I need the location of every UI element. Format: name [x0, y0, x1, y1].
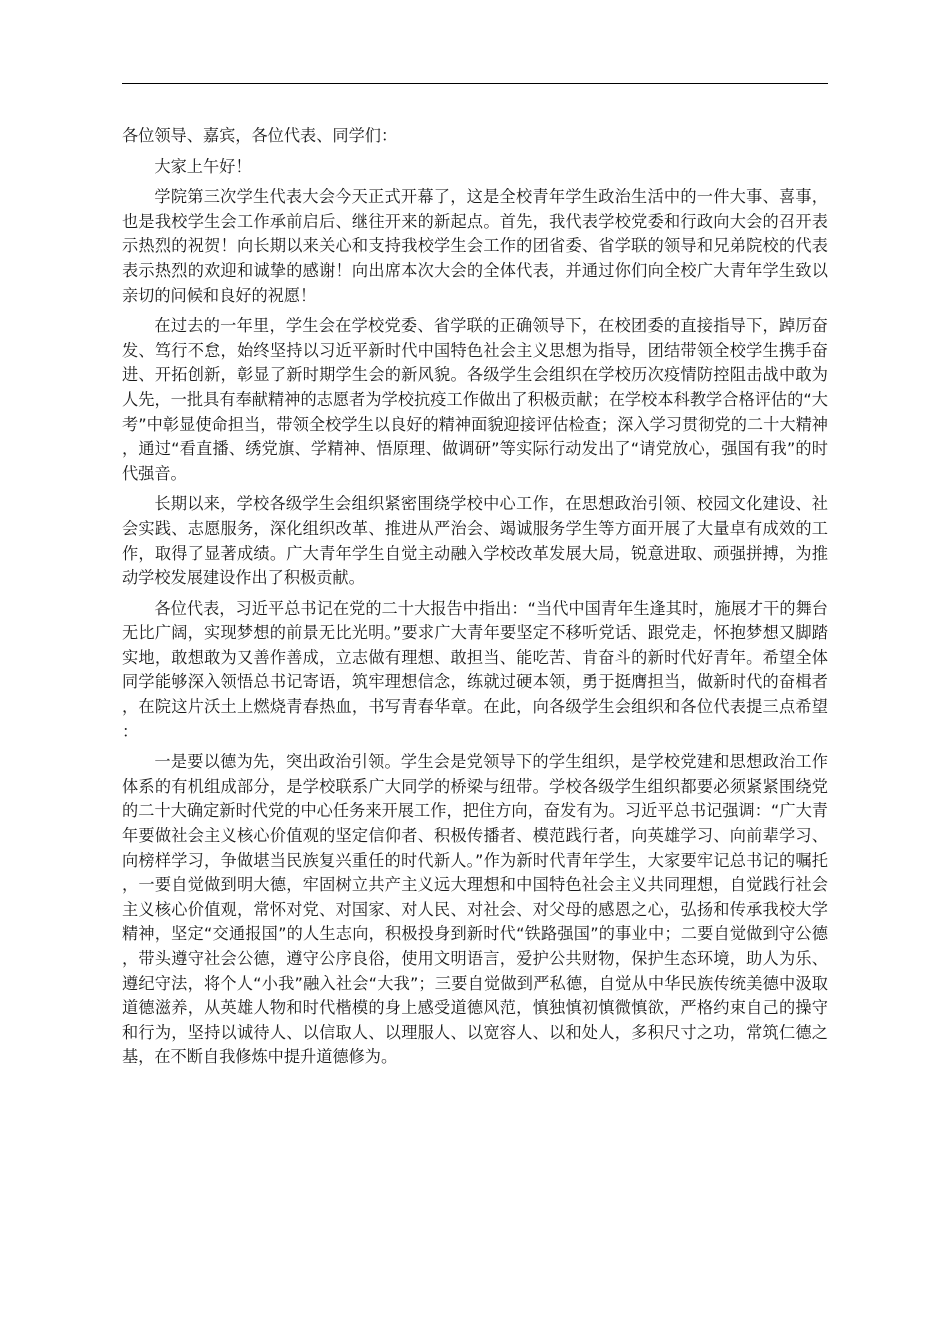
review-paragraph: 在过去的一年里，学生会在学校党委、省学联的正确领导下，在校团委的直接指导下，踔厉奋发、笃行不怠，始终坚持以习近平新时代中国特色社会主义思想为指导，团结带领全校学生携手奋进、开拓创新，彰显了新时期学生会的新风貌。各级学生会组织在学校历次疫情防控阻击战中敢为人先，一批具有奉献精神的志愿者为学校抗疫工作做出了积极贡献；在学校本科教学合格评估的“大考”中彰显使命担当，带领全校学生以良好的精神面貌迎接评估检查；深入学习贯彻党的二十大精神，通过“看直播、绣党旗、学精神、悟原理、做调研”等实际行动发出了“请党放心，强国有我”的时代强音。 [122, 316, 828, 483]
header-rule [122, 83, 828, 84]
document-body [122, 124, 828, 1076]
opening-paragraph: 学院第三次学生代表大会今天正式开幕了，这是全校青年学生政治生活中的一件大事、喜事，也是我校学生会工作承前启后、继往开来的新起点。首先，我代表学校党委和行政向大会的召开表示热烈的祝贺！向长期以来关心和支持我校学生会工作的团省委、省学联的领导和兄弟院校的代表表示热烈的欢迎和诚挚的感谢！向出席本次大会的全体代表，并通过你们向全校广大青年学生致以亲切的问候和良好的祝愿！ [122, 187, 828, 305]
salutation: 各位领导、嘉宾，各位代表、同学们： [122, 126, 398, 145]
greeting-paragraph: 大家上午好！ [154, 156, 252, 176]
first-hope-paragraph: 一是要以德为先，突出政治引领。学生会是党领导下的学生组织，是学校党建和思想政治工作体系的有机组成部分，是学校联系广大同学的桥梁与纽带。学校各级学生组织都要必须紧紧围绕党的二十大确定新时代党的中心任务来开展工作，把住方向，奋发有为。习近平总书记强调：“广大青年要做社会主义核心价值观的坚定信仰者、积极传播者、模范践行者，向英雄学习、向前辈学习、向榜样学习，争做堪当民族复兴重任的时代新人。”作为新时代青年学生，大家要牢记总书记的嘱托，一要自觉做到明大德，牢固树立共产主义远大理想和中国特色社会主义共同理想，自觉践行社会主义核心价值观，常怀对党、对国家、对人民、对社会、对父母的感恩之心，弘扬和传承我校大学精神，坚定“交通报国”的人生志向，积极投身到新时代“铁路强国”的事业中；二要自觉做到守公德，带头遵守社会公德，遵守公序良俗，使用文明语言，爱护公共财物，保护生态环境，助人为乐、遵纪守法，将个人“小我”融入社会“大我”；三要自觉做到严私德，自觉从中华民族传统美德中汲取道德滋养，从英雄人物和时代楷模的身上感受道德风范，慎独慎初慎微慎欲，严格约束自己的操守和行为，坚持以诚待人、以信取人、以理服人、以宽容人、以和处人，多积尺寸之功，常筑仁德之基，在不断自我修炼中提升道德修为。 [122, 752, 828, 1067]
achievements-paragraph: 长期以来，学校各级学生会组织紧密围绕学校中心工作，在思想政治引领、校园文化建设、社会实践、志愿服务，深化组织改革、推进从严治会、竭诚服务学生等方面开展了大量卓有成效的工作，取得了显著成绩。广大青年学生自觉主动融入学校改革发展大局，锐意进取、顽强拼搏，为推动学校发展建设作出了积极贡献。 [122, 494, 828, 588]
expectations-paragraph: 各位代表，习近平总书记在党的二十大报告中指出：“当代中国青年生逢其时，施展才干的舞台无比广阔，实现梦想的前景无比光明。”要求广大青年要坚定不移听党话、跟党走，怀抱梦想又脚踏实地，敢想敢为又善作善成，立志做有理想、敢担当、能吃苦、肯奋斗的新时代好青年。希望全体同学能够深入领悟总书记寄语，筑牢理想信念，练就过硬本领，勇于挺膺担当，做新时代的奋楫者，在院这片沃土上燃烧青春热血，书写青春华章。在此，向各级学生会组织和各位代表提三点希望： [122, 598, 828, 741]
